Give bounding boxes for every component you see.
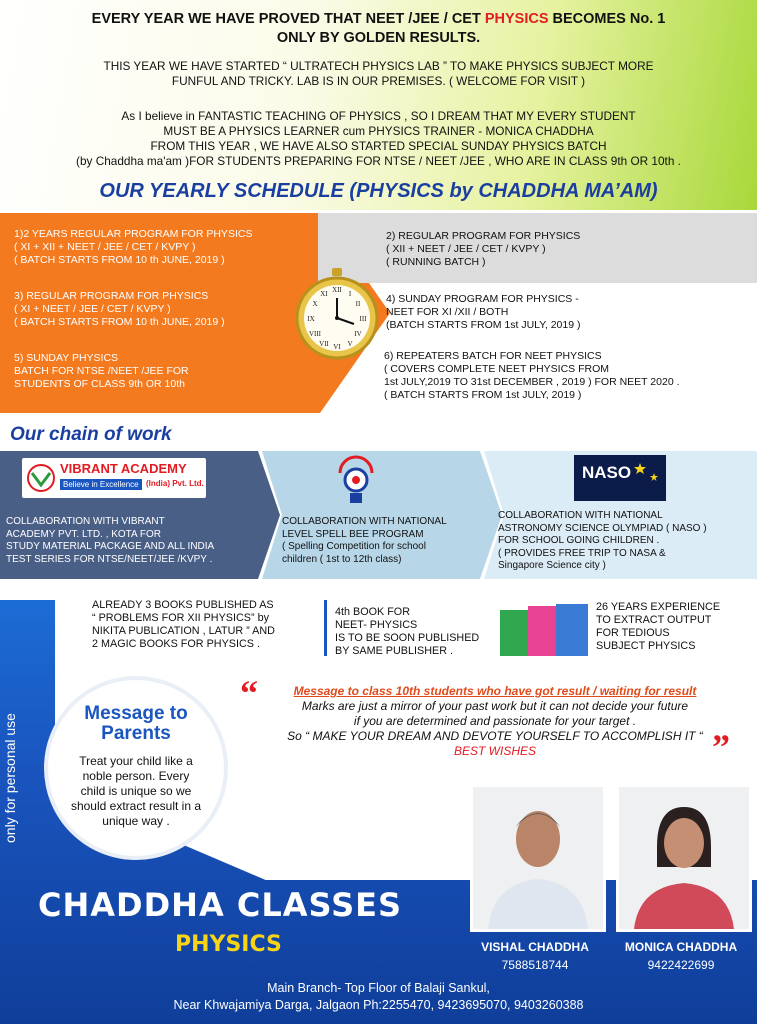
clock-icon xyxy=(294,268,380,360)
students-message xyxy=(245,684,745,759)
quote-heading: Message to class 10th students who have got result / waiting for result xyxy=(293,684,697,698)
program-1 xyxy=(14,228,252,267)
headline-physics: PHYSICS xyxy=(484,11,549,27)
person-name: MONICA CHADDHA xyxy=(624,940,738,954)
address-line: Near Khwajamiya Darga, Jalgaon Ph:2255470, 9423695070, 9403260388 xyxy=(173,998,584,1012)
program-line: 4) SUNDAY PROGRAM FOR PHYSICS - xyxy=(386,293,579,305)
vibrant-logo-icon xyxy=(26,463,56,493)
photo-vishal xyxy=(470,784,606,932)
program-line: ( XII + NEET / JEE / CET / KVPY ) xyxy=(386,243,546,255)
headline-part: BECOMES No. 1 xyxy=(548,11,666,27)
spell-bee-logo-icon xyxy=(336,455,376,505)
parents-line: Treat your child like a xyxy=(79,754,193,768)
close-quote-icon: ” xyxy=(712,727,730,767)
person-phone: 7588518744 xyxy=(501,958,569,972)
chain-line: LEVEL SPELL BEE PROGRAM xyxy=(282,528,424,540)
chain-line: ( PROVIDES FREE TRIP TO NASA & xyxy=(498,547,666,559)
svg-text:V: V xyxy=(347,340,353,348)
program-line: ( COVERS COMPLETE NEET PHYSICS FROM xyxy=(384,363,610,375)
books-line: NEET- PHYSICS xyxy=(335,619,418,631)
naso-text xyxy=(498,510,707,573)
chain-line: STUDY MATERIAL PACKAGE AND ALL INDIA xyxy=(6,541,215,552)
book-cover xyxy=(556,604,588,656)
books-line: TO EXTRACT OUTPUT xyxy=(596,614,712,626)
svg-text:III: III xyxy=(359,315,367,323)
belief-line: As I believe in FANTASTIC TEACHING OF PHYSICS , SO I DREAM THAT MY EVERY STUDENT xyxy=(121,109,636,123)
program-line: 6) REPEATERS BATCH FOR NEET PHYSICS xyxy=(384,350,602,362)
header-headline xyxy=(20,10,737,48)
svg-text:XI: XI xyxy=(320,290,328,298)
brand-name: CHADDHA CLASSES xyxy=(38,886,403,924)
chain-line: ASTRONOMY SCIENCE OLYMPIAD ( NASO ) xyxy=(498,522,707,534)
white-stripe xyxy=(0,580,757,600)
books-line: ALREADY 3 BOOKS PUBLISHED AS xyxy=(92,599,274,611)
chain-line: ACADEMY PVT. LTD. , KOTA FOR xyxy=(6,528,162,540)
lab-line: FUNFUL AND TRICKY. LAB IS IN OUR PREMISES. ( WELCOME FOR VISIT ) xyxy=(171,74,586,88)
svg-text:VII: VII xyxy=(319,340,329,348)
books-line: 4th BOOK FOR xyxy=(335,606,410,618)
naso-logo xyxy=(574,455,666,501)
best-wishes: BEST WISHES xyxy=(453,744,536,758)
books-line: NIKITA PUBLICATION , LATUR ” AND xyxy=(92,625,275,637)
person-name: VISHAL CHADDHA xyxy=(481,940,589,954)
person-silhouette-icon xyxy=(619,787,749,929)
belief-line: FROM THIS YEAR , WE HAVE ALSO STARTED SPECIAL SUNDAY PHYSICS BATCH xyxy=(150,139,607,153)
program-line: ( BATCH STARTS FROM 10 th JUNE, 2019 ) xyxy=(14,254,225,266)
program-line: BATCH FOR NTSE /NEET /JEE FOR xyxy=(14,365,189,377)
books-line: IS TO BE SOON PUBLISHED xyxy=(335,632,480,644)
svg-text:X: X xyxy=(312,300,318,308)
chain-line: TEST SERIES FOR NTSE/NEET/JEE /KVPY . xyxy=(6,553,213,565)
lab-paragraph xyxy=(20,59,737,89)
books-line: BY SAME PUBLISHER . xyxy=(335,645,454,657)
belief-line: MUST BE A PHYSICS LEARNER cum PHYSICS TRAINER - MONICA CHADDHA xyxy=(163,124,594,138)
books-published xyxy=(92,599,275,651)
books-line: “ PROBLEMS FOR XII PHYSICS” by xyxy=(92,612,269,624)
brand-subject: PHYSICS xyxy=(175,932,282,957)
parents-line: should extract result in a xyxy=(70,799,202,813)
vibrant-logo-text: VIBRANT ACADEMY xyxy=(60,461,187,476)
person-silhouette-icon xyxy=(473,787,603,929)
program-3 xyxy=(14,290,225,329)
divider xyxy=(324,600,327,656)
side-note: only for personal use xyxy=(2,713,18,843)
program-line: ( XI + NEET / JEE / CET / KVPY ) xyxy=(14,303,171,315)
chain-line: ( Spelling Competition for school xyxy=(282,541,426,552)
books-line: 2 MAGIC BOOKS FOR PHYSICS . xyxy=(92,638,260,650)
parents-title-line: Message to xyxy=(84,703,188,724)
address-line: Main Branch- Top Floor of Balaji Sankul, xyxy=(267,981,490,995)
svg-text:IV: IV xyxy=(354,330,362,338)
parents-title xyxy=(55,704,217,744)
book-covers-image xyxy=(500,602,588,658)
chain-line: children ( 1st to 12th class) xyxy=(282,553,402,565)
belief-paragraph xyxy=(20,109,737,169)
vibrant-text xyxy=(6,516,214,566)
program-line: NEET FOR XI /XII / BOTH xyxy=(386,306,509,318)
svg-text:VIII: VIII xyxy=(308,330,322,338)
chain-title: Our chain of work xyxy=(10,424,172,445)
quote-line: if you are determined and passionate for your target . xyxy=(353,714,637,728)
svg-text:I: I xyxy=(348,290,352,298)
svg-text:II: II xyxy=(355,300,361,308)
schedule-title: OUR YEARLY SCHEDULE (PHYSICS by CHADDHA MA’AM) xyxy=(99,180,658,202)
svg-text:IX: IX xyxy=(307,315,315,323)
books-line: 26 YEARS EXPERIENCE xyxy=(596,601,721,613)
program-6 xyxy=(384,350,680,402)
books-line: SUBJECT PHYSICS xyxy=(596,640,696,652)
headline-part: EVERY YEAR WE HAVE PROVED THAT NEET /JEE / CET xyxy=(91,11,485,27)
chain-line: COLLABORATION WITH VIBRANT xyxy=(6,516,165,527)
lab-line: THIS YEAR WE HAVE STARTED “ ULTRATECH PHYSICS LAB ” TO MAKE PHYSICS SUBJECT MORE xyxy=(103,59,654,73)
program-line: ( RUNNING BATCH ) xyxy=(386,256,486,268)
program-2 xyxy=(386,230,580,269)
vibrant-logo xyxy=(22,458,206,498)
address xyxy=(10,980,747,1014)
parents-line: unique way . xyxy=(102,814,170,828)
open-quote-icon: “ xyxy=(240,673,258,713)
chain-line: COLLABORATION WITH NATIONAL xyxy=(498,510,663,521)
vibrant-logo-suffix: (India) Pvt. Ltd. xyxy=(146,479,204,488)
program-line: ( XI + XII + NEET / JEE / CET / KVPY ) xyxy=(14,241,196,253)
program-line: 5) SUNDAY PHYSICS xyxy=(14,352,119,364)
photo-monica xyxy=(616,784,752,932)
program-line: ( BATCH STARTS FROM 1st JULY, 2019 ) xyxy=(384,389,582,401)
program-line: STUDENTS OF CLASS 9th OR 10th xyxy=(14,378,185,390)
books-line: FOR TEDIOUS xyxy=(596,627,670,639)
chain-line: COLLABORATION WITH NATIONAL xyxy=(282,516,447,527)
program-5 xyxy=(14,352,189,391)
quote-line: Marks are just a mirror of your past work but it can not decide your future xyxy=(301,699,689,713)
quote-line: So “ MAKE YOUR DREAM AND DEVOTE YOURSELF TO ACCOMPLISH IT “ xyxy=(287,729,703,743)
headline-line2: ONLY BY GOLDEN RESULTS. xyxy=(276,30,481,46)
program-line: 2) REGULAR PROGRAM FOR PHYSICS xyxy=(386,230,581,242)
chain-line: FOR SCHOOL GOING CHILDREN . xyxy=(498,535,660,546)
spell-text xyxy=(282,516,447,566)
program-4 xyxy=(386,293,581,332)
experience xyxy=(596,601,720,653)
vibrant-tagline: Believe in Excellence xyxy=(60,479,142,490)
parents-title-line: Parents xyxy=(101,723,171,744)
parents-line: noble person. Every xyxy=(82,769,190,783)
program-line: (BATCH STARTS FROM 1st JULY, 2019 ) xyxy=(386,319,581,331)
naso-logo-text: NASO xyxy=(582,463,632,482)
fourth-book xyxy=(335,606,479,658)
svg-text:VI: VI xyxy=(333,343,341,351)
program-line: ( BATCH STARTS FROM 10 th JUNE, 2019 ) xyxy=(14,316,225,328)
program-line: 1)2 YEARS REGULAR PROGRAM FOR PHYSICS xyxy=(14,228,253,240)
parents-message xyxy=(60,754,212,829)
stars-icon xyxy=(632,461,662,491)
program-line: 3) REGULAR PROGRAM FOR PHYSICS xyxy=(14,290,209,302)
parents-line: child is unique so we xyxy=(80,784,192,798)
person-phone: 9422422699 xyxy=(647,958,715,972)
chain-line: Singapore Science city ) xyxy=(498,560,606,571)
program-line: 1st JULY,2019 TO 31st DECEMBER , 2019 ) FOR NEET 2020 . xyxy=(384,376,680,388)
belief-line: (by Chaddha ma'am )FOR STUDENTS PREPARING FOR NTSE / NEET /JEE , WHO ARE IN CLASS 9th OR 10th . xyxy=(76,154,681,168)
svg-text:XII: XII xyxy=(332,286,342,294)
